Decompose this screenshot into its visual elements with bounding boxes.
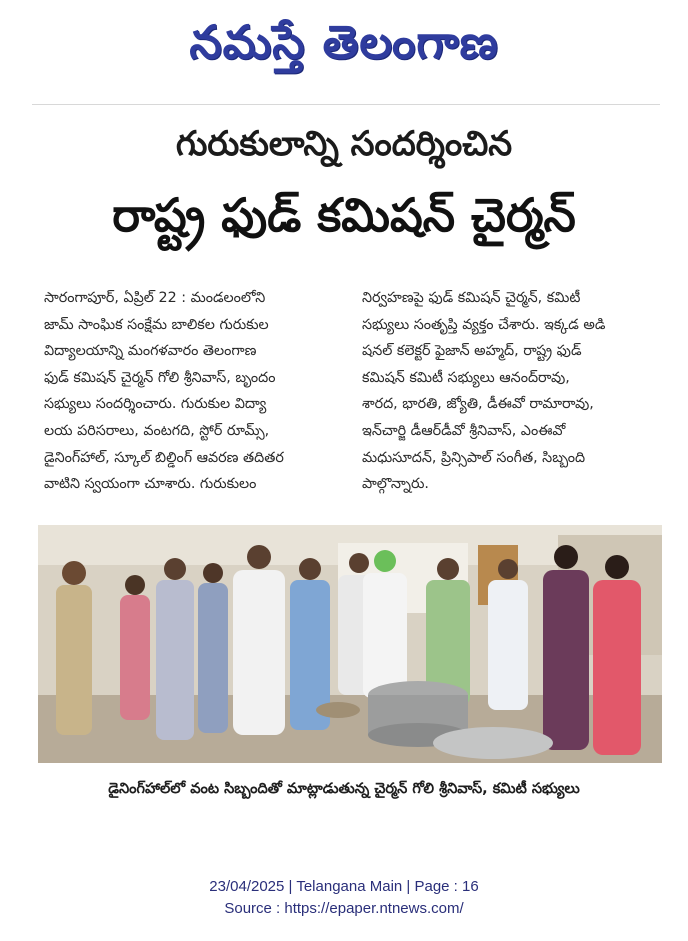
footer-source: Source : https://epaper.ntnews.com/ bbox=[224, 900, 464, 917]
body-line: మధుసూదన్, ప్రిన్సిపాల్ సంగీత, సిబ్బంది bbox=[362, 449, 586, 466]
body-line: పాల్గొన్నారు. bbox=[362, 476, 429, 493]
headline-kicker: గురుకులాన్ని సందర్శించిన bbox=[175, 124, 513, 164]
body-line: కమిషన్ కమిటీ సభ్యులు ఆనంద్‌రావు, bbox=[362, 369, 570, 386]
body-line: నిర్వహణపై ఫుడ్ కమిషన్ చైర్మన్, కమిటీ bbox=[362, 290, 581, 306]
footer bbox=[0, 876, 688, 920]
body-line: లయ పరిసరాలు, వంటగది, స్టోర్ రూమ్స్, bbox=[44, 422, 270, 439]
headline-main: రాష్ట్ర ఫుడ్ కమిషన్ చైర్మన్ bbox=[112, 188, 576, 242]
photo-caption: డైనింగ్‌హాల్‌లో వంట సిబ్బందితో మాట్లాడుతున్న చైర్మన్ గోలి శ్రీనివాస్, కమిటీ సభ్యులు bbox=[108, 781, 580, 797]
body-line: సారంగాపూర్, ఏప్రిల్ 22 : మండలంలోని bbox=[44, 290, 266, 306]
body-line: ఫుడ్ కమిషన్ చైర్మన్ గోలి శ్రీనివాస్, బృందం bbox=[44, 369, 276, 386]
masthead bbox=[0, 6, 688, 78]
news-photo bbox=[38, 525, 662, 763]
body-line: ఇన్‌చార్జి డీఆర్‌డీవో శ్రీనివాస్, ఎంఈవో bbox=[362, 422, 566, 439]
masthead-title: నమస్తే తెలంగాణ bbox=[189, 15, 499, 69]
body-line: వాటిని స్వయంగా చూశారు. గురుకులం bbox=[44, 476, 257, 493]
body-line: డైనింగ్‌హాల్, స్కూల్ బిల్డింగ్ ఆవరణ తదితర bbox=[44, 449, 284, 466]
footer-date-edition: 23/04/2025 | Telangana Main | Page : 16 bbox=[209, 878, 479, 895]
body-line: సభ్యులు సంతృప్తి వ్యక్తం చేశారు. ఇక్కడ అడి bbox=[362, 316, 606, 333]
masthead-divider bbox=[32, 104, 660, 105]
body-line: షనల్ కలెక్టర్ ఫైజాన్ అహ్మద్, రాష్ట్ర ఫుడ్ bbox=[362, 343, 582, 360]
body-line: శారద, భారతి, జ్యోతి, డీఈవో రామారావు, bbox=[362, 396, 594, 413]
body-line: విద్యాలయాన్ని మంగళవారం తెలంగాణ bbox=[44, 343, 257, 360]
article-body-left bbox=[44, 285, 346, 498]
body-line: జామ్ సాంఘిక సంక్షేమ బాలికల గురుకుల bbox=[44, 316, 269, 333]
body-line: సభ్యులు సందర్శించారు. గురుకుల విద్యా bbox=[44, 396, 267, 413]
article-body-right bbox=[362, 285, 666, 498]
